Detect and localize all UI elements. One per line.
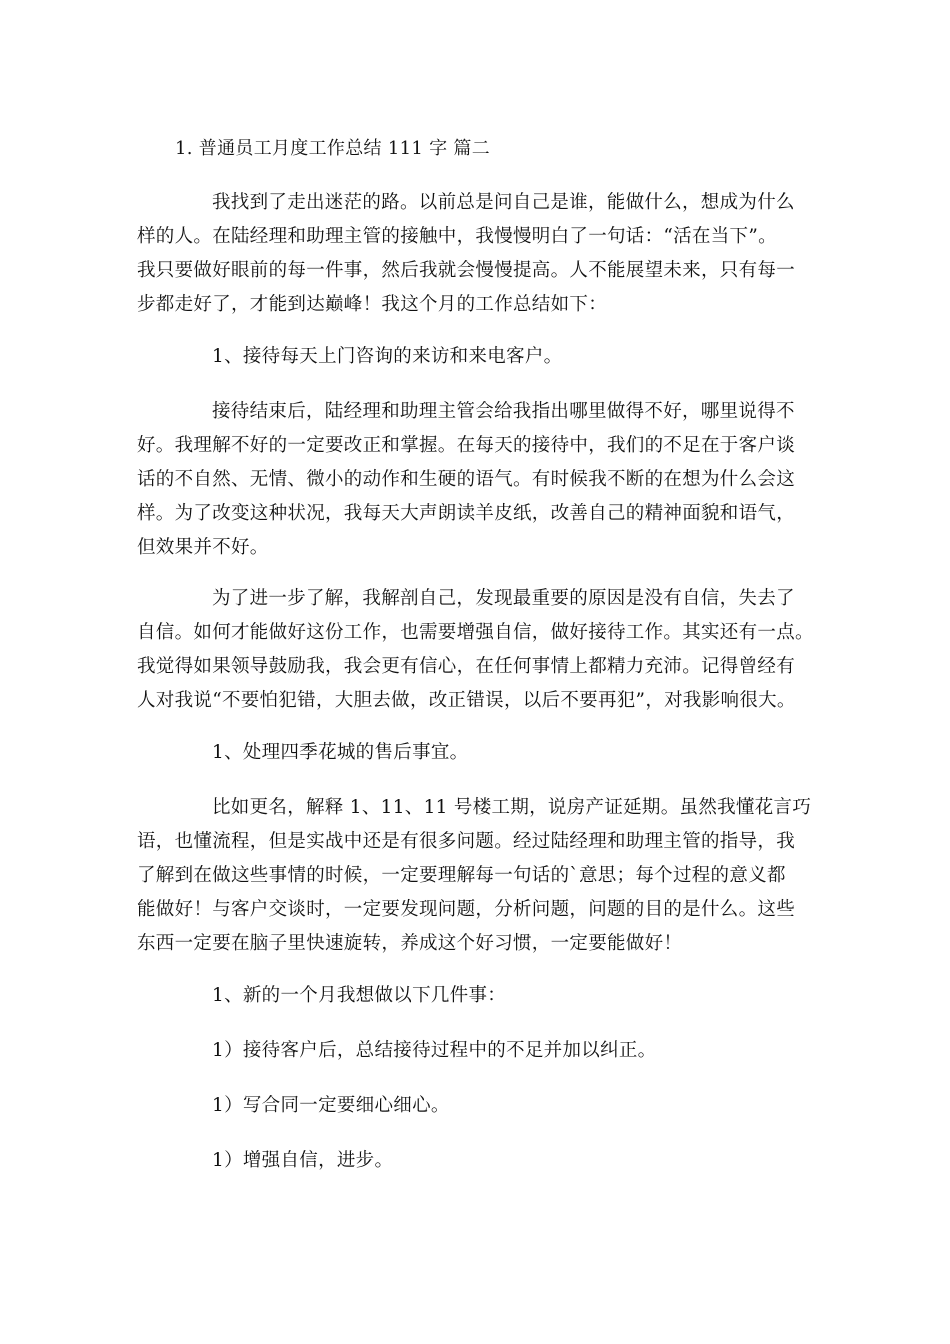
paragraph-line: 接待结束后，陆经理和助理主管会给我指出哪里做得不好，哪里说得不 [212, 401, 795, 422]
section-heading: 1、处理四季花城的售后事宜。 [212, 742, 469, 763]
section-heading: 1、新的一个月我想做以下几件事： [212, 985, 507, 1006]
paragraph-line: 了解到在做这些事情的时候，一定要理解每一句话的`意思；每个过程的意义都 [137, 865, 786, 886]
paragraph-line: 比如更名，解释 1、11、11 号楼工期，说房产证延期。虽然我懂花言巧 [212, 797, 812, 818]
paragraph-line: 人对我说“不要怕犯错，大胆去做，改正错误，以后不要再犯”，对我影响很大。 [137, 690, 796, 711]
paragraph-line: 语，也懂流程，但是实战中还是有很多问题。经过陆经理和助理主管的指导，我 [137, 831, 796, 852]
paragraph-line: 能做好！与客户交谈时，一定要发现问题，分析问题，问题的目的是什么。这些 [137, 899, 796, 920]
paragraph-line: 但效果并不好。 [137, 537, 269, 558]
paragraph-line: 样。为了改变这种状况，我每天大声朗读羊皮纸，改善自己的精神面貌和语气， [137, 503, 796, 524]
paragraph-line: 自信。如何才能做好这份工作，也需要增强自信，做好接待工作。其实还有一点。 [137, 622, 814, 643]
list-item: 1）接待客户后，总结接待过程中的不足并加以纠正。 [212, 1040, 657, 1061]
document-title: 1. 普通员工月度工作总结 111 字 篇二 [175, 138, 491, 159]
paragraph-line: 话的不自然、无情、微小的动作和生硬的语气。有时候我不断的在想为什么会这 [137, 469, 796, 490]
paragraph-line: 我觉得如果领导鼓励我，我会更有信心，在任何事情上都精力充沛。记得曾经有 [137, 656, 796, 677]
paragraph-line: 好。我理解不好的一定要改正和掌握。在每天的接待中，我们的不足在于客户谈 [137, 435, 796, 456]
paragraph-line: 为了进一步了解，我解剖自己，发现最重要的原因是没有自信，失去了 [212, 588, 795, 609]
section-heading: 1、接待每天上门咨询的来访和来电客户。 [212, 346, 563, 367]
list-item: 1）增强自信，进步。 [212, 1150, 394, 1171]
paragraph-line: 样的人。在陆经理和助理主管的接触中，我慢慢明白了一句话：“活在当下”。 [137, 226, 777, 247]
paragraph-line: 我只要做好眼前的每一件事，然后我就会慢慢提高。人不能展望未来，只有每一 [137, 260, 796, 281]
list-item: 1）写合同一定要细心细心。 [212, 1095, 450, 1116]
paragraph-line: 东西一定要在脑子里快速旋转，养成这个好习惯，一定要能做好！ [137, 933, 683, 954]
paragraph-line: 步都走好了，才能到达巅峰！我这个月的工作总结如下： [137, 294, 608, 315]
paragraph-line: 我找到了走出迷茫的路。以前总是问自己是谁，能做什么，想成为什么 [212, 192, 795, 213]
